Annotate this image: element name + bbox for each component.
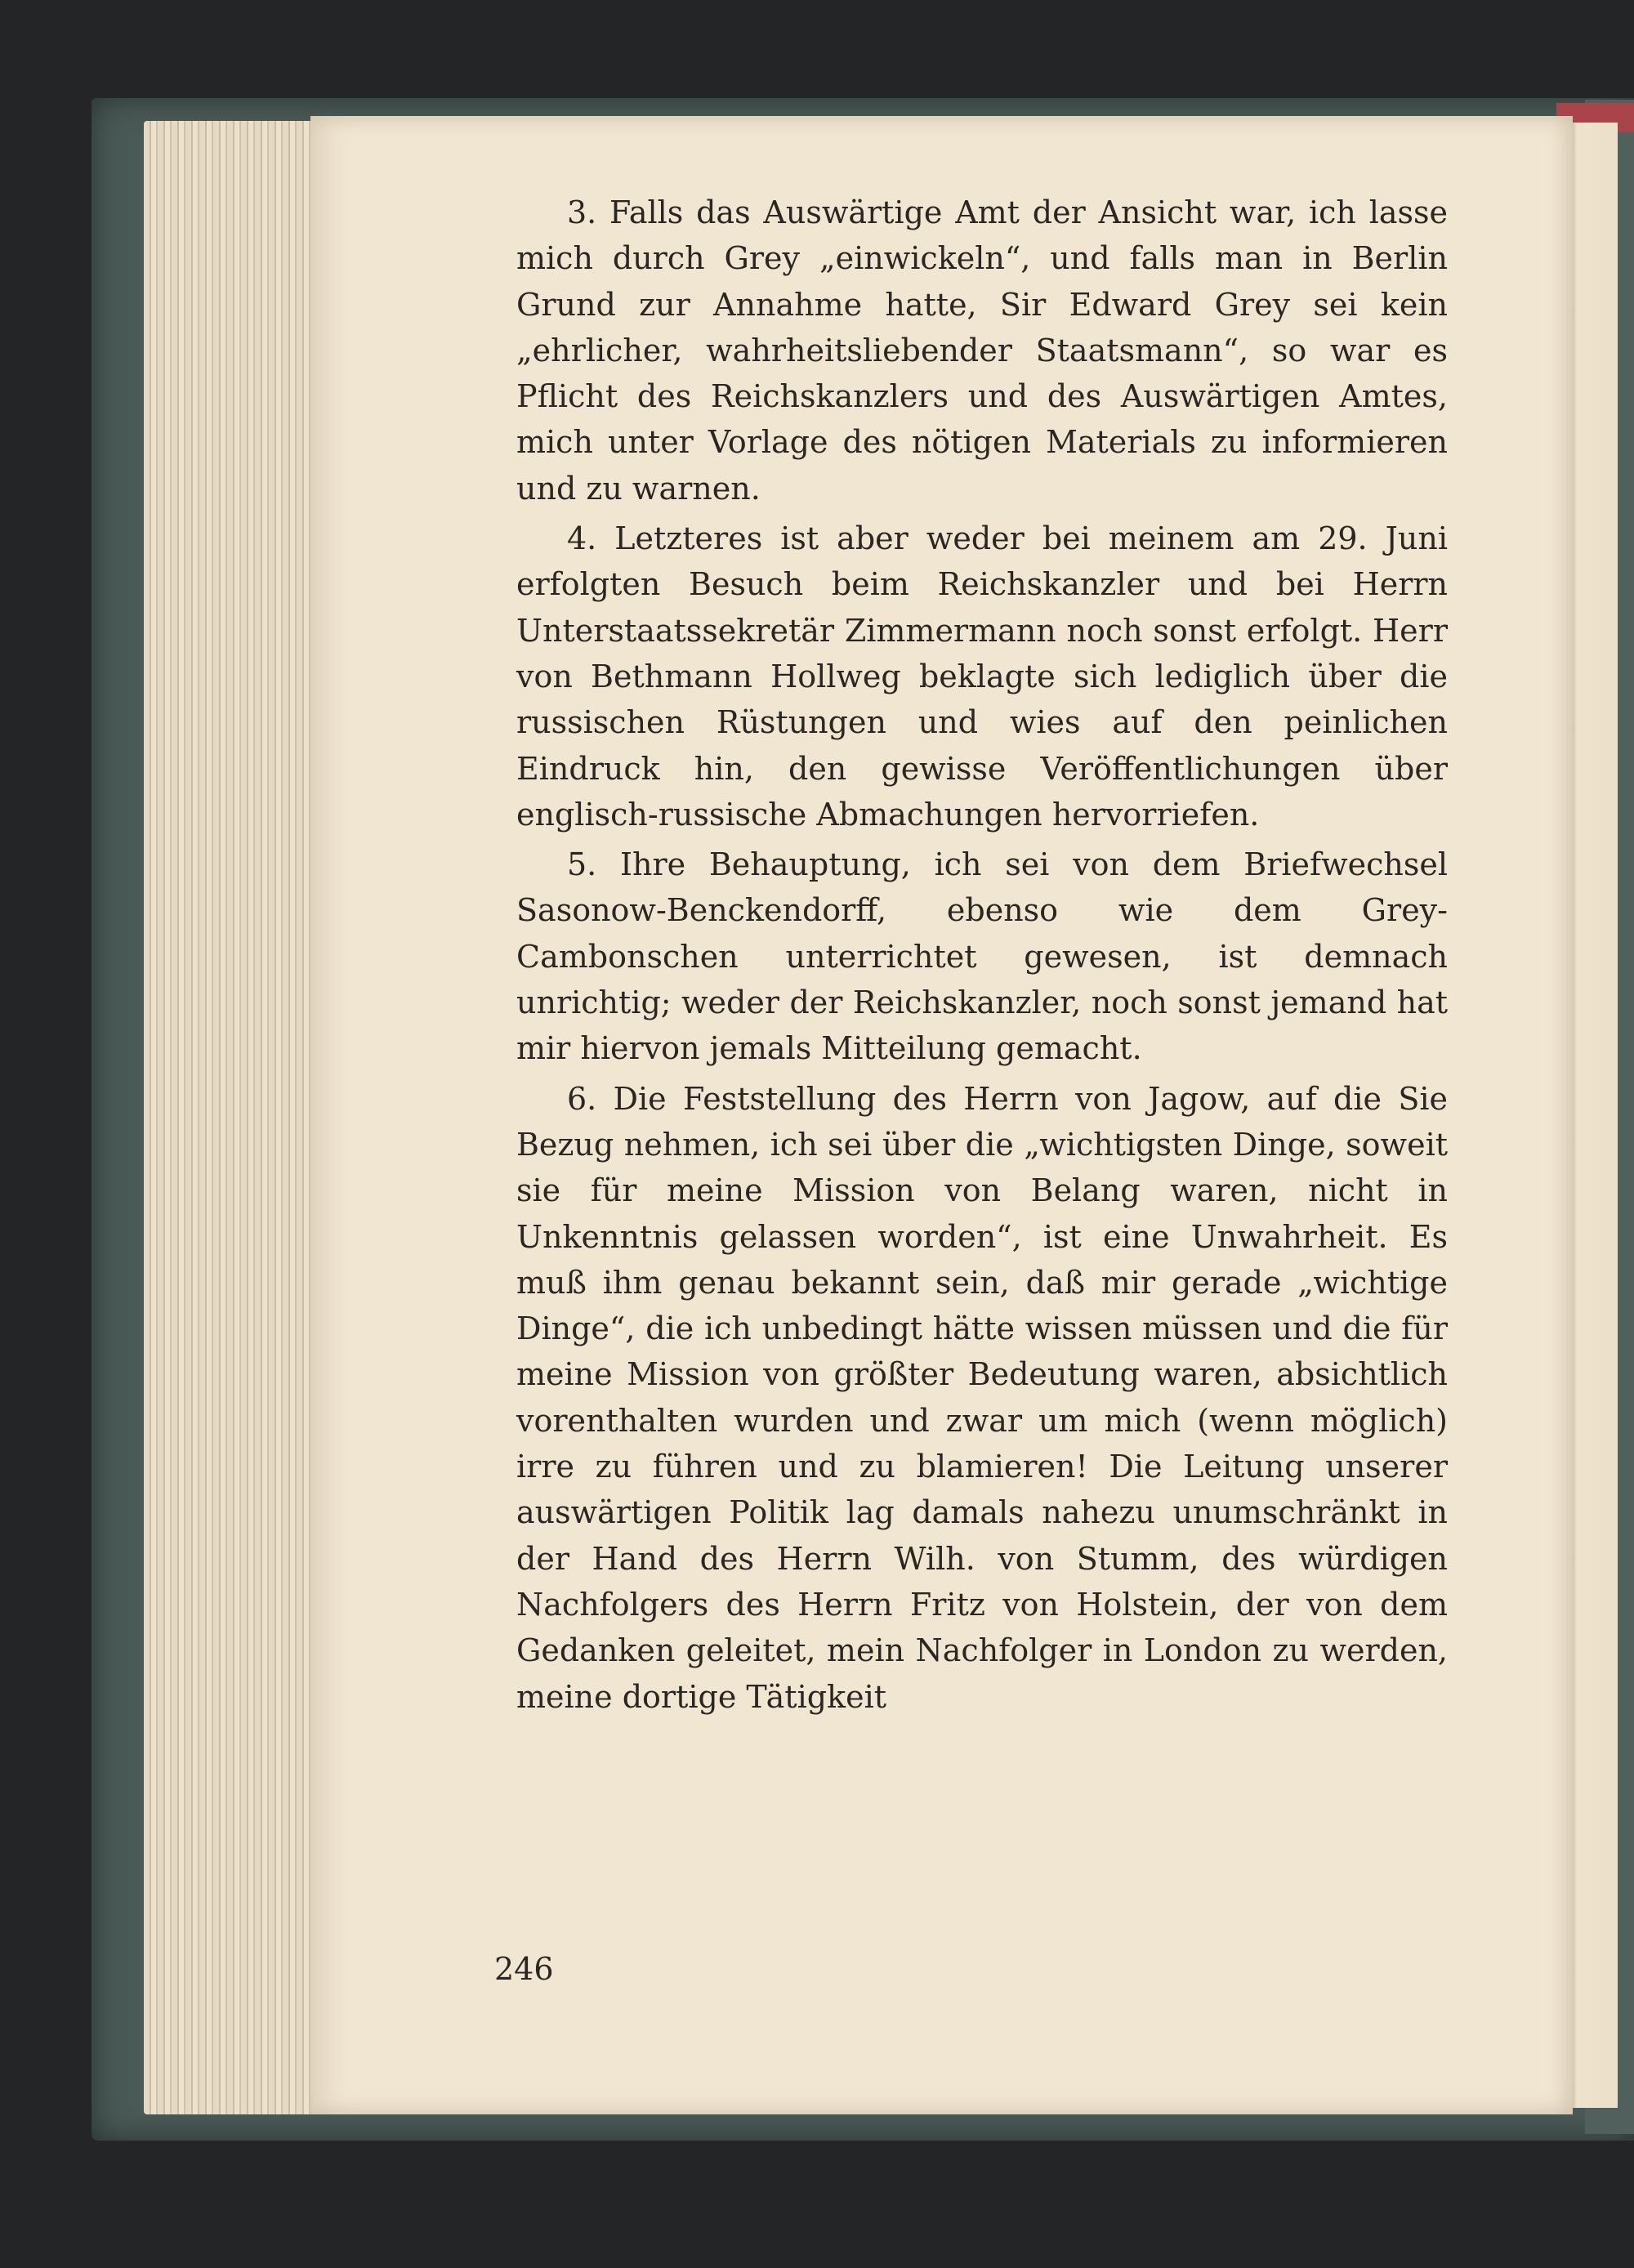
paragraph-3: 3. Falls das Auswärtige Amt der Ansicht war, ich lasse mich durch Grey „einwickeln“, und falls man in Berlin Grund zur Annahme hatte, Sir Edward Grey sei kein „ehrlicher, wahrheitsliebender Staatsmann“, so war es Pflicht des Reichskanzlers und des Auswärtigen Amtes, mich unter Vorlage des nötigen Materials zu informieren und zu warnen. [516,194,1448,507]
facing-page-edge [1569,123,1618,2108]
paragraph-5: 5. Ihre Behauptung, ich sei von dem Briefwechsel Sasonow-Benckendorff, ebenso wie dem Grey-Cambonschen unterrichtet gewesen, ist demnach unrichtig; weder der Reichskanzler, noch sonst jemand hat mir hiervon jemals Mitteilung gemacht. [516,846,1448,1067]
page-stack-edges [144,121,332,2114]
page-text [516,190,1448,1724]
page-number: 246 [494,1951,554,1987]
paragraph-4: 4. Letzteres ist aber weder bei meinem am 29. Juni erfolgten Besuch beim Reichskanzler und bei Herrn Unterstaatssekretär Zimmermann noch sonst erfolgt. Herr von Bethmann Hollweg beklagte sich lediglich über die russischen Rüstungen und wies auf den peinlichen Eindruck hin, den gewisse Veröffentlichungen über englisch-russische Abmachungen hervorriefen. [516,520,1448,833]
paragraph-6: 6. Die Feststellung des Herrn von Jagow, auf die Sie Bezug nehmen, ich sei über die „wichtigsten Dinge, soweit sie für meine Mission von Belang waren, nicht in Unkenntnis gelassen worden“, ist eine Unwahrheit. Es muß ihm genau bekannt sein, daß mir gerade „wichtige Dinge“, die ich unbedingt hätte wissen müssen und die für meine Mission von größter Bedeutung waren, absichtlich vorenthalten wurden und zwar um mich (wenn möglich) irre zu führen und zu blamieren! Die Leitung unserer auswärtigen Politik lag damals nahezu unumschränkt in der Hand des Herrn Wilh. von Stumm, des würdigen Nachfolgers des Herrn Fritz von Holstein, der von dem Gedanken geleitet, mein Nachfolger in London zu werden, meine dortige Tätigkeit [516,1080,1448,1715]
